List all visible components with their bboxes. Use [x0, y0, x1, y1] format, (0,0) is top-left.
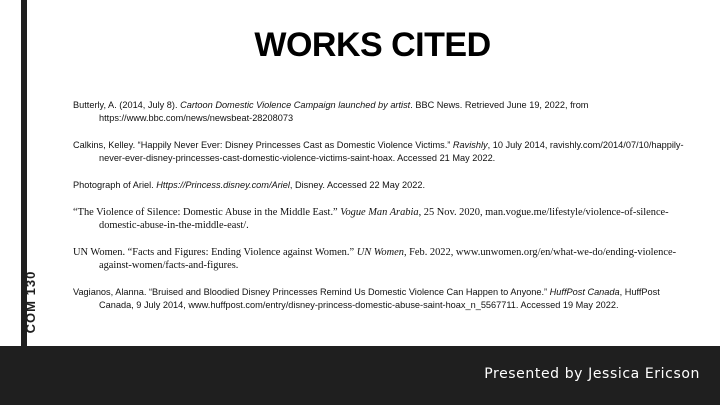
citation-item	[73, 286, 693, 312]
page-title: WORKS CITED	[254, 26, 491, 64]
course-label: COM 130	[23, 270, 38, 334]
citation-item	[73, 99, 693, 125]
citation-source: Cartoon Domestic Violence Campaign launched by artist	[180, 100, 411, 110]
citation-source: Https://Princess.disney.com/Ariel	[156, 180, 290, 190]
citation-text: UN Women. “Facts and Figures: Ending Violence against Women.”	[73, 247, 357, 258]
citation-source: Vogue Man Arabia	[340, 207, 419, 218]
citation-source: UN Women	[356, 247, 404, 258]
citation-text: Butterly, A. (2014, July 8).	[73, 100, 181, 110]
citation-list	[73, 99, 693, 326]
citation-item	[73, 206, 693, 232]
citation-text: Vagianos, Alanna. “Bruised and Bloodied Disney Princesses Remind Us Domestic Violence Can Happen to Anyone.”	[73, 287, 550, 297]
citation-text: , 25 Nov. 2020, man.vogue.me/lifestyle/violence-of-silence-domestic-abuse-in-the-middle-east/.	[99, 207, 669, 231]
citation-text: . BBC News. Retrieved June 19, 2022, from https://www.bbc.com/news/newsbeat-28208073	[99, 100, 589, 123]
citation-text: , Disney. Accessed 22 May 2022.	[289, 180, 426, 190]
presenter-credit: Presented by Jessica Ericson	[484, 366, 700, 382]
citation-text: Photograph of Ariel.	[73, 180, 157, 190]
citation-source: Ravishly	[452, 140, 488, 150]
citation-item	[73, 139, 693, 165]
citation-text: , HuffPost Canada, 9 July 2014, www.huffpost.com/entry/disney-princess-domestic-abuse-saint-hoax_n_5567711. Accessed 19 May 2022.	[99, 287, 660, 310]
citation-source: HuffPost Canada	[549, 287, 620, 297]
citation-item	[73, 246, 693, 272]
citation-text: Calkins, Kelley. “Happily Never Ever: Disney Princesses Cast as Domestic Violence Victims.”	[73, 140, 453, 150]
citation-text: , 10 July 2014, ravishly.com/2014/07/10/happily-never-ever-disney-princesses-cast-domestic-violence-victims-saint-hoax. Accessed 21 May 2022.	[99, 140, 684, 163]
citation-item	[73, 179, 693, 192]
footer-bar	[0, 346, 720, 405]
citation-text: “The Violence of Silence: Domestic Abuse in the Middle East.”	[73, 207, 341, 218]
citation-text: , Feb. 2022, www.unwomen.org/en/what-we-do/ending-violence-against-women/facts-and-figures.	[99, 247, 677, 271]
